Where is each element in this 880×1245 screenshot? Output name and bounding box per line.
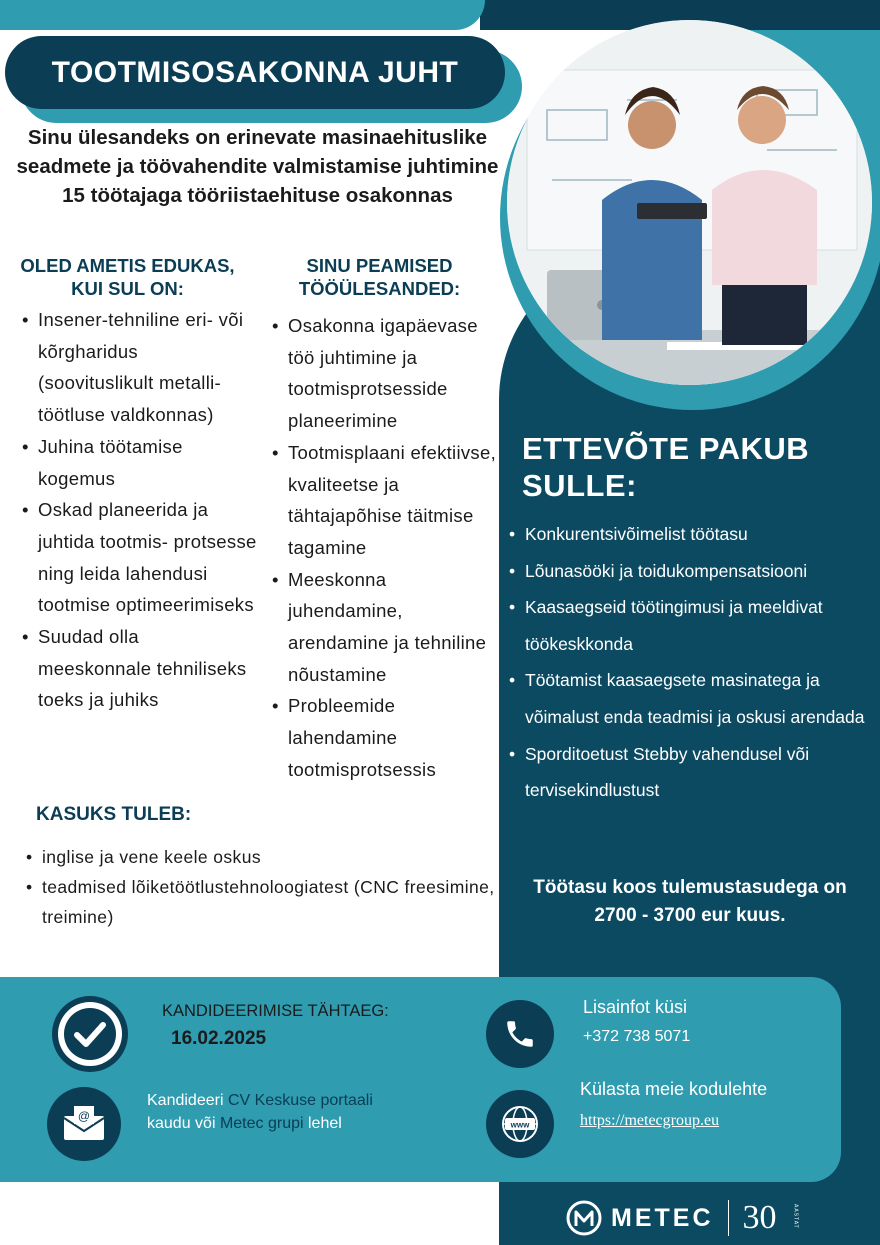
requirements-heading-line1: OLED AMETIS EDUKAS, — [20, 255, 235, 276]
list-item: • Insener-tehniline eri- või kõrgharidus (soovituslikult metalli- töötluse valdkonnas) — [22, 304, 257, 431]
list-item: • Tootmisplaani efektiivse, kvaliteetse ja tähtajapõhise täitmise tagamine — [272, 437, 500, 564]
bonus-heading: KASUKS TULEB: — [36, 804, 192, 825]
job-title: TOOTMISOSAKONNA JUHT — [51, 55, 459, 89]
tasks-list — [272, 310, 500, 786]
list-item: • Kaasaegseid töötingimusi ja meeldivat töökeskkonda — [509, 589, 869, 662]
metec-m-icon — [565, 1199, 603, 1237]
requirements-heading — [5, 254, 250, 300]
deadline-icon-circle — [52, 996, 128, 1072]
phone-number[interactable]: +372 738 5071 — [583, 1028, 691, 1045]
top-decor-bar-teal — [0, 0, 485, 30]
anniversary-number: 30 — [742, 1199, 777, 1236]
tasks-heading-line1: SINU PEAMISED — [306, 255, 453, 276]
deadline-date: 16.02.2025 — [171, 1028, 267, 1049]
list-item: • Juhina töötamise kogemus — [22, 431, 257, 494]
tasks-heading — [262, 254, 497, 300]
apply-text-part: Kandideeri — [147, 1092, 224, 1109]
svg-text:www: www — [510, 1120, 530, 1130]
job-title-banner — [5, 36, 505, 109]
www-icon-circle — [486, 1090, 554, 1158]
visit-label: Külasta meie kodulehte — [580, 1079, 768, 1099]
check-icon — [60, 1004, 120, 1064]
list-item: • inglise ja vene keele oskus — [26, 842, 496, 872]
requirements-heading-line2: KUI SUL ON: — [71, 278, 184, 299]
svg-text:@: @ — [77, 1109, 91, 1123]
list-item: • Lõunasööki ja toidukompensatsiooni — [509, 553, 869, 590]
list-item: • Osakonna igapäevase töö juhtimine ja tootmisprotsesside planeerimine — [272, 310, 500, 437]
logo-divider — [728, 1200, 729, 1236]
bonus-list — [26, 842, 496, 932]
metec-group-link[interactable]: Metec grupi — [219, 1115, 304, 1132]
team-photo — [507, 20, 872, 385]
brand-name: METEC — [611, 1203, 714, 1232]
mail-icon — [62, 1106, 106, 1142]
list-item: • Suudad olla meeskonnale tehniliseks toeks ja juhiks — [22, 621, 257, 716]
intro-text: Sinu ülesandeks on erinevate masinaehituslike seadmete ja töövahendite valmistamise juhtimine 15 töötajaga tööriistaehituse osakonnas — [16, 126, 499, 207]
info-label: Lisainfot küsi — [583, 997, 688, 1017]
list-item: • Oskad planeerida ja juhtida tootmis- protsesse ning leida lahendusi tootmise optimeerimiseks — [22, 494, 257, 621]
website-link[interactable]: https://metecgroup.eu — [580, 1112, 720, 1129]
list-item: • Konkurentsivõimelist töötasu — [509, 516, 869, 553]
tasks-heading-line2: TÖÖÜLESANDED: — [298, 278, 461, 299]
list-item: • Meeskonna juhendamine, arendamine ja tehniline nõustamine — [272, 564, 500, 691]
offer-list — [509, 516, 869, 809]
salary-text: Töötasu koos tulemustasudega on 2700 - 3700 eur kuus. — [533, 877, 847, 926]
list-item: • teadmised lõiketöötlustehnoloogiatest (CNC freesimine, treimine) — [26, 872, 496, 932]
apply-text — [147, 1089, 387, 1135]
apply-text-part: lehel — [308, 1115, 342, 1132]
mail-icon-circle — [47, 1087, 121, 1161]
apply-text-part: kaudu või — [147, 1115, 216, 1132]
phone-icon — [503, 1017, 537, 1051]
anniversary-sub: AASTAT — [792, 1204, 799, 1229]
list-item: • Sporditoetust Stebby vahendusel või tervisekindlustust — [509, 736, 869, 809]
list-item: • Probleemide lahendamine tootmisprotsessis — [272, 690, 500, 785]
metec-logo — [565, 1196, 807, 1240]
deadline-label: KANDIDEERIMISE TÄHTAEG: — [162, 1002, 389, 1020]
cv-keskus-link[interactable]: CV Keskuse portaali — [227, 1092, 373, 1109]
offer-heading: ETTEVÕTE PAKUB SULLE: — [522, 431, 810, 503]
phone-icon-circle — [486, 1000, 554, 1068]
requirements-list — [22, 304, 257, 716]
anniversary-mark — [743, 1198, 807, 1238]
www-icon — [500, 1104, 540, 1144]
list-item: • Töötamist kaasaegsete masinatega ja võimalust enda teadmisi ja oskusi arendada — [509, 662, 869, 735]
